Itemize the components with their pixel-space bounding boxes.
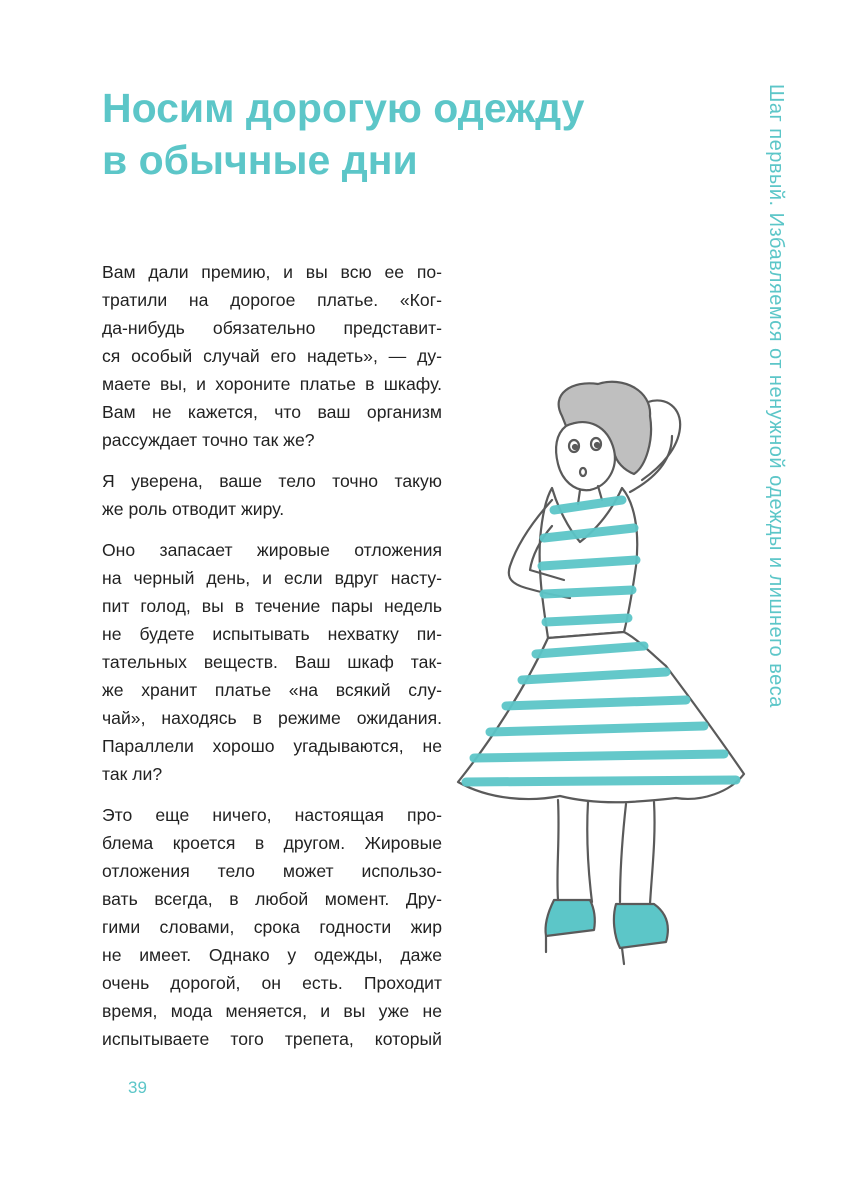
text-line: ся особый случай его надеть», — ду- <box>102 346 442 366</box>
text-line: же хранит платье «на всякий слу- <box>102 680 442 700</box>
right-shoe <box>614 904 668 948</box>
title-line: в обычные дни <box>102 137 418 183</box>
text-line: Я уверена, ваше тело точно такую <box>102 471 442 491</box>
text-line: рассуждает точно так же? <box>102 430 315 450</box>
text-line: Оно запасает жировые отложения <box>102 540 442 560</box>
paragraph <box>102 536 442 788</box>
face <box>556 422 615 490</box>
running-head: Шаг первый. Избавляемся от ненужной одежды и лишнего веса <box>765 84 787 708</box>
text-line: гими словами, срока годности жир <box>102 917 442 937</box>
text-line: тратили на дорогое платье. «Ког- <box>102 290 442 310</box>
text-line: время, мода меняется, и вы уже не <box>102 1001 442 1021</box>
title-line: Носим дорогую одежду <box>102 85 585 131</box>
text-line: очень дорогой, он есть. Проходит <box>102 973 442 993</box>
text-line: Это еще ничего, настоящая про- <box>102 805 442 825</box>
text-line: блема кроется в другом. Жировые <box>102 833 442 853</box>
left-shoe <box>545 900 594 936</box>
text-line: Параллели хорошо угадываются, не <box>102 736 442 756</box>
text-line: Вам не кажется, что ваш организм <box>102 402 442 422</box>
paragraph <box>102 467 442 523</box>
woman-in-dress-illustration <box>440 370 770 1020</box>
text-line: отложения тело может использо- <box>102 861 442 881</box>
paragraph <box>102 258 442 454</box>
text-line: так ли? <box>102 764 163 784</box>
text-line: пит голод, вы в течение пары недель <box>102 596 442 616</box>
text-line: же роль отводит жиру. <box>102 499 285 519</box>
text-line: Вам дали премию, и вы всю ее по- <box>102 262 442 282</box>
legs <box>557 800 654 904</box>
text-line: да-нибудь обязательно представит- <box>102 318 442 338</box>
text-line: вать всегда, в любой момент. Дру- <box>102 889 442 909</box>
text-line: не имеет. Однако у одежды, даже <box>102 945 442 965</box>
text-line: маете вы, и хороните платье в шкафу. <box>102 374 442 394</box>
page-number: 39 <box>128 1078 147 1097</box>
text-line: не будете испытывать нехватку пи- <box>102 624 442 644</box>
body-text <box>102 258 442 1066</box>
text-line: испытываете того трепета, который <box>102 1029 442 1049</box>
page-title <box>102 82 584 186</box>
text-line: тательных веществ. Ваш шкаф так- <box>102 652 442 672</box>
paragraph <box>102 801 442 1053</box>
text-line: на черный день, и если вдруг насту- <box>102 568 442 588</box>
text-line: чай», находясь в режиме ожидания. <box>102 708 442 728</box>
